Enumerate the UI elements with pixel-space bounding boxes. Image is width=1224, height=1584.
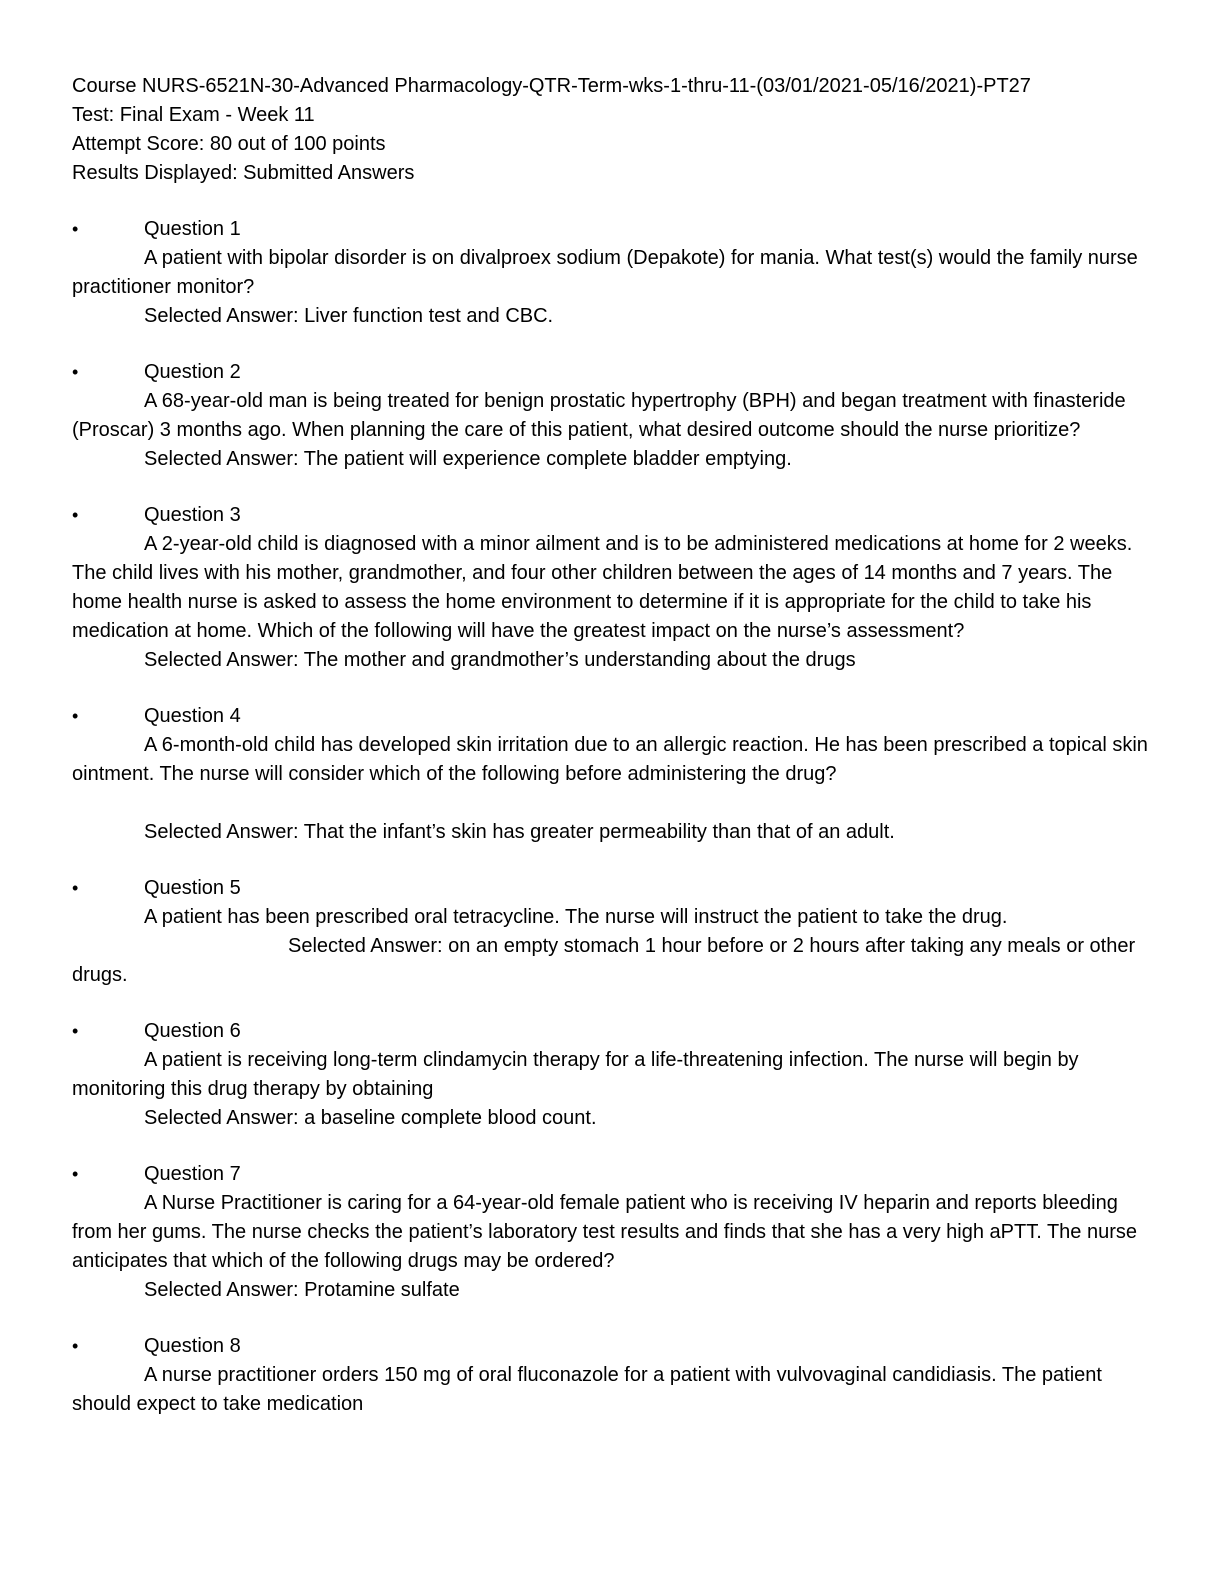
- question-2: [72, 358, 1152, 474]
- question-1: [72, 215, 1152, 331]
- exam-header: [72, 72, 1152, 188]
- question-8: [72, 1332, 1152, 1419]
- question-title: Question 3: [144, 504, 241, 526]
- bullet-icon: •: [72, 1164, 79, 1184]
- bullet-icon: •: [72, 505, 79, 525]
- bullet-icon: •: [72, 1021, 79, 1041]
- bullet-icon: •: [72, 219, 79, 239]
- selected-answer: Selected Answer: Protamine sulfate: [144, 1279, 460, 1301]
- results-displayed: Results Displayed: Submitted Answers: [72, 162, 415, 184]
- selected-answer: Selected Answer: a baseline complete blood count.: [144, 1107, 597, 1129]
- question-title: Question 7: [144, 1163, 241, 1185]
- selected-answer: Selected Answer: The mother and grandmother’s understanding about the drugs: [144, 649, 856, 671]
- question-text: A 6-month-old child has developed skin irritation due to an allergic reaction. He has been prescribed a topical skin ointment. The nurse will consider which of the following before administering the drug?: [72, 734, 1148, 785]
- course-title: Course NURS-6521N-30-Advanced Pharmacology-QTR-Term-wks-1-thru-11-(03/01/2021-05/16/2021)-PT27: [72, 75, 1031, 97]
- question-title: Question 6: [144, 1020, 241, 1042]
- bullet-icon: •: [72, 878, 79, 898]
- bullet-icon: •: [72, 706, 79, 726]
- bullet-icon: •: [72, 1336, 79, 1356]
- question-6: [72, 1017, 1152, 1133]
- question-title: Question 8: [144, 1335, 241, 1357]
- question-title: Question 4: [144, 705, 241, 727]
- question-3: [72, 501, 1152, 675]
- question-4: [72, 702, 1152, 847]
- question-text: A 68-year-old man is being treated for benign prostatic hypertrophy (BPH) and began treatment with finasteride (Proscar) 3 months ago. When planning the care of this patient, what desired outcome should the nurse prioritize?: [72, 390, 1126, 441]
- attempt-score: Attempt Score: 80 out of 100 points: [72, 133, 386, 155]
- selected-answer: Selected Answer: The patient will experience complete bladder emptying.: [144, 448, 792, 470]
- question-text: A patient has been prescribed oral tetracycline. The nurse will instruct the patient to take the drug.: [144, 906, 1008, 928]
- question-5: [72, 874, 1152, 990]
- test-name: Test: Final Exam - Week 11: [72, 104, 315, 126]
- question-title: Question 1: [144, 218, 241, 240]
- selected-answer: Selected Answer: on an empty stomach 1 hour before or 2 hours after taking any meals or other drugs.: [72, 935, 1136, 986]
- bullet-icon: •: [72, 362, 79, 382]
- question-text: A nurse practitioner orders 150 mg of oral fluconazole for a patient with vulvovaginal candidiasis. The patient should expect to take medication: [72, 1364, 1102, 1415]
- question-7: [72, 1160, 1152, 1305]
- selected-answer: Selected Answer: Liver function test and CBC.: [144, 305, 554, 327]
- question-title: Question 5: [144, 877, 241, 899]
- question-text: A patient with bipolar disorder is on divalproex sodium (Depakote) for mania. What test(s) would the family nurse practitioner monitor?: [72, 247, 1138, 298]
- question-text: A patient is receiving long-term clindamycin therapy for a life-threatening infection. The nurse will begin by monitoring this drug therapy by obtaining: [72, 1049, 1079, 1100]
- question-title: Question 2: [144, 361, 241, 383]
- document-page: [72, 72, 1152, 1446]
- question-text: A Nurse Practitioner is caring for a 64-year-old female patient who is receiving IV heparin and reports bleeding from her gums. The nurse checks the patient’s laboratory test results and finds that she has a very high aPTT. The nurse anticipates that which of the following drugs may be ordered?: [72, 1192, 1137, 1272]
- selected-answer: Selected Answer: That the infant’s skin has greater permeability than that of an adult.: [144, 821, 895, 843]
- question-text: A 2-year-old child is diagnosed with a minor ailment and is to be administered medications at home for 2 weeks. The child lives with his mother, grandmother, and four other children between the ages of 14 months and 7 years. The home health nurse is asked to assess the home environment to determine if it is appropriate for the child to take his medication at home. Which of the following will have the greatest impact on the nurse’s assessment?: [72, 533, 1133, 642]
